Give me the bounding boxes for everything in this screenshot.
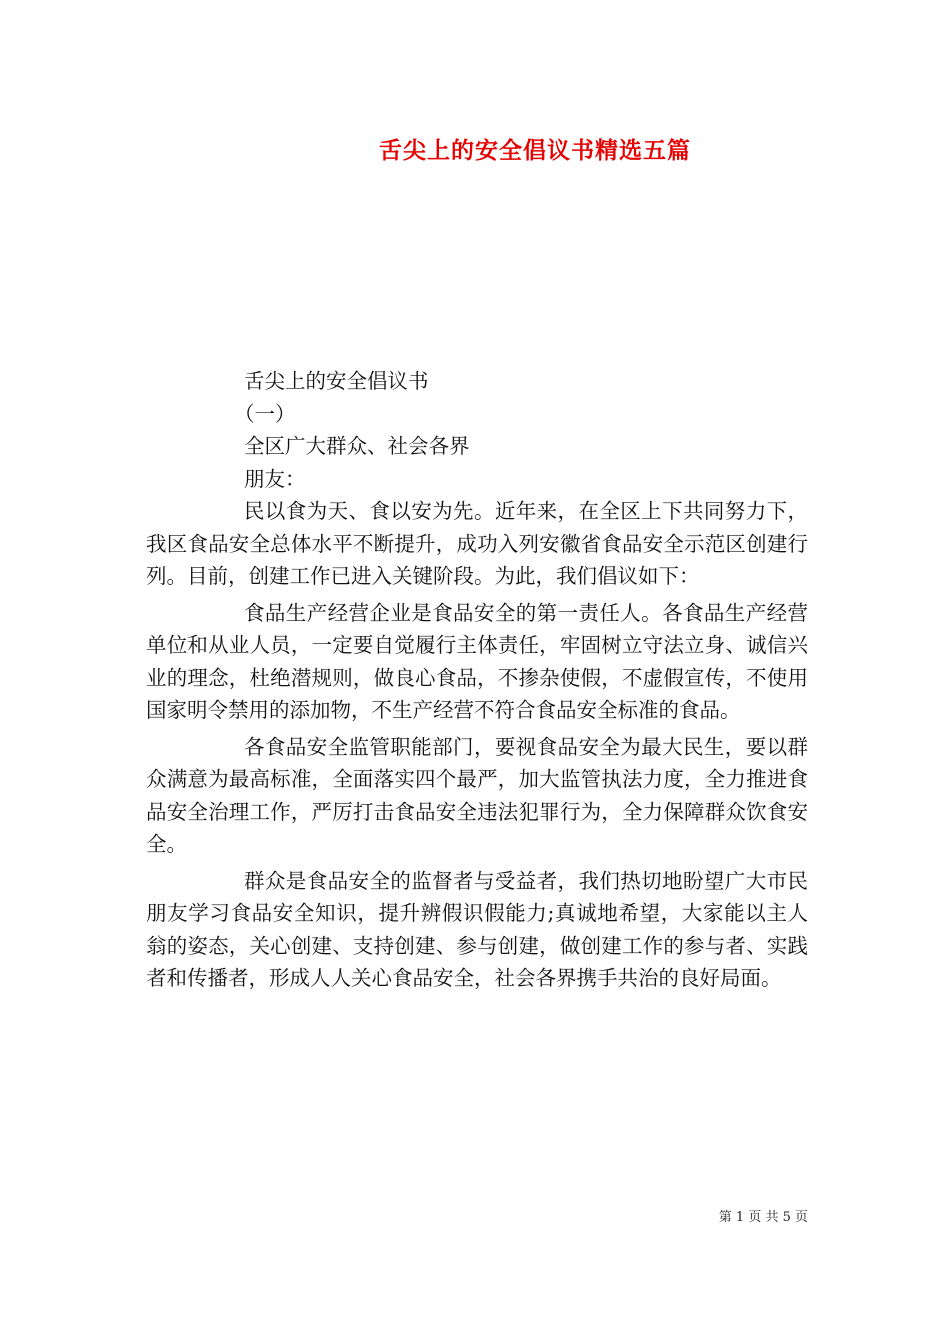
document-title: 舌尖上的安全倡议书精选五篇 [379,137,691,164]
paragraph-3: 各食品安全监管职能部门，要视食品安全为最大民生，要以群众满意为最高标准，全面落实四个最严，加大监管执法力度，全力推进食品安全治理工作，严厉打击食品安全违法犯罪行为，全力保障群众饮食安全。 [146,734,808,856]
document-body [146,365,808,995]
addressee-line: 全区广大群众、社会各界 [244,434,470,458]
paragraph-2: 食品生产经营企业是食品安全的第一责任人。各食品生产经营单位和从业人员，一定要自觉履行主体责任，牢固树立守法立身、诚信兴业的理念，杜绝潜规则，做良心食品，不掺杂使假，不虚假宣传，不使用国家明令禁用的添加物，不生产经营不符合食品安全标准的食品。 [146,600,808,722]
subtitle-line: 舌尖上的安全倡议书 [244,369,429,393]
paragraph-1: 民以食为天、食以安为先。近年来，在全区上下共同努力下，我区食品安全总体水平不断提升，成功入列安徽省食品安全示范区创建行列。目前，创建工作已进入关键阶段。为此，我们倡议如下： [146,499,808,588]
section-number: （一） [234,401,296,426]
page-number-footer: 第 1 页 共 5 页 [718,1210,808,1225]
paragraph-4: 群众是食品安全的监督者与受益者，我们热切地盼望广大市民朋友学习食品安全知识，提升辨假识假能力;真诚地希望，大家能以主人翁的姿态，关心创建、支持创建、参与创建，做创建工作的参与者、实践者和传播者，形成人人关心食品安全，社会各界携手共治的良好局面。 [146,868,808,990]
addressee-line-2: 朋友： [244,466,306,491]
